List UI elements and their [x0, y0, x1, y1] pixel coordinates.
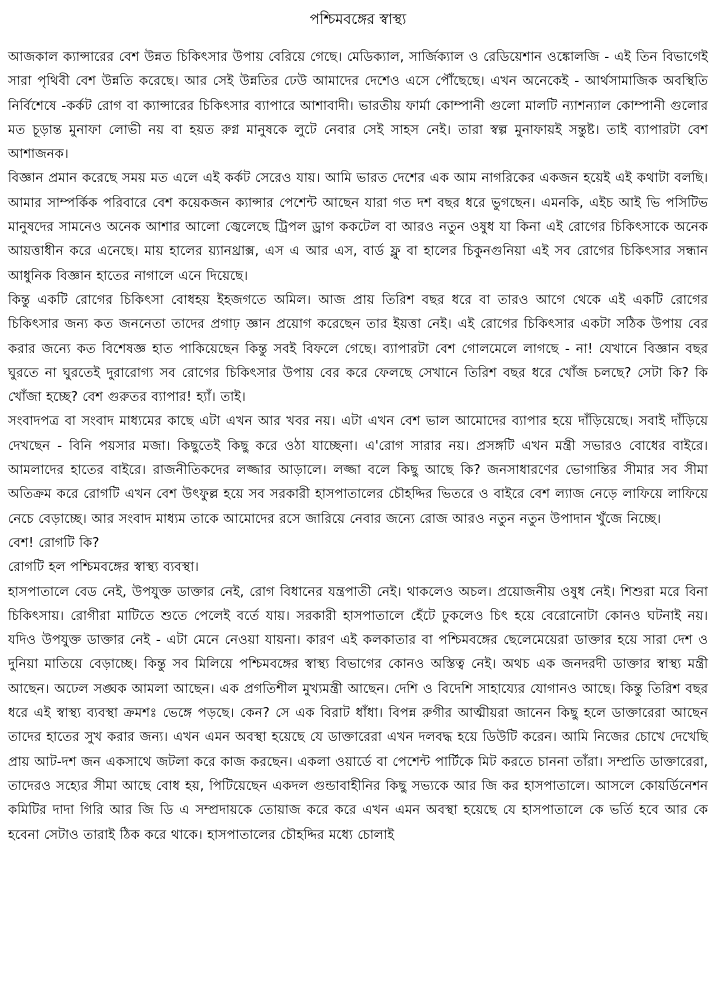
paragraph: হাসপাতালে বেড নেই, উপযুক্ত ডাক্তার নেই, রোগ বিধানের যন্ত্রপাতী নেই। থাকলেও অচল। প্রয়োজনীয় ওষুধ নেই। শিশুরা মরে বিনা চিকিৎসায়। রোগীরা মাটিতে শুতে পেলেই বর্তে যায়। সরকারী হাসপাতালে হেঁটে ঢুকলেও চিৎ হয়ে বেরোনোটা কোনও ঘটনাই নয়। যদিও উপযুক্ত ডাক্তার নেই - এটা মেনে নেওয়া যায়না। কারণ এই কলকাতার বা পশ্চিমবঙ্গের ছেলেমেয়েরা ডাক্তার হয়ে সারা দেশ ও দুনিয়া মাতিয়ে বেড়াচ্ছে। কিন্তু সব মিলিয়ে পশ্চিমবঙ্গের স্বাস্থ্য বিভাগের কোনও অস্তিত্ব নেই। অথচ এক জনদরদী ডাক্তার স্বাস্থ্য মন্ত্রী আছেন। অঢেল সঙ্ঘক আমলা আছেন। এক প্রগতিশীল মুখ্যমন্ত্রী আছেন। দেশি ও বিদেশি সাহায্যের যোগানও আছে। কিন্তু তিরিশ বছর ধরে এই স্বাস্থ্য ব্যবস্থা ক্রমশঃ ভেঙ্গে পড়ছে। কেন? সে এক বিরাট ধাঁধা। বিপন্ন রুগীর আত্মীয়রা জানেন কিছু হলে ডাক্তারেরা আছেন তাদের হাতের সুখ করার জন্য। এখন এমন অবস্থা হয়েছে যে ডাক্তারেরা এখন দলবদ্ধ হয়ে ডিউটি করেন। আমি নিজের চোখে দেখেছি প্রায় আট-দশ জন একসাথে জটলা করে কাজ করছেন। একলা ওয়ার্ডে বা পেশেন্ট পার্টিকে মিট করতে চাননা তাঁরা। সম্প্রতি ডাক্তারেরা, তাদেরও সহ্যের সীমা আছে বোধ হয়, পিটিয়েছেন একদল গুন্ডাবাহীনির কিছু সভ্যকে আর জি কর হাসপাতালে। আসলে কোয়র্ডিনেশন কমিটির দাদা গিরি আর জি ডি এ সম্প্রদায়কে তোয়াজ করে করে এখন এমন অবস্থা হয়েছে যে হাসপাতালে কে ভর্তি হবে আর কে হবেনা সেটাও তারাই ঠিক করে থাকে। হাসপাতালের চৌহদ্দির মধ্যে চোলাই: [8, 584, 708, 843]
paragraph: বিজ্ঞান প্রমান করেছে সময় মত এলে এই কর্কট সেরেও যায়। আমি ভারত দেশের এক আম নাগরিকের একজন হয়েই এই কথাটা বলছি। আমার সাম্পর্কিক পরিবারে বেশ কয়েকজন ক্যান্সার পেশেন্ট আছেন যারা গত দশ বছর ধরে ভুগছেন। এমনকি, এইচ আই ভি পসিটিভ মানুষদের সামনেও অনেক আশার আলো জ্বেলেছে ট্রিপল ড্রাগ ককটেল বা আরও নতুন ওষুধ যা কিনা এই রোগের চিকিৎসাকে অনেক আয়ত্তাধীন করে এনেছে। মায় হালের য়্যানথ্রাক্স, এস এ আর এস, বার্ড ফ্লু বা হালের চিকুনগুনিয়া এই সব রোগের চিকিৎসার সন্ধান আধুনিক বিজ্ঞান হাতের নাগালে এনে দিয়েছে।: [8, 171, 708, 284]
page-title: পশ্চিমবঙ্গের স্বাস্থ্য: [309, 12, 407, 28]
paragraph: সংবাদপত্র বা সংবাদ মাধ্যমের কাছে এটা এখন আর খবর নয়। এটা এখন বেশ ভাল আমোদের ব্যাপার হয়ে দাঁড়িয়েছে। সবাই দাঁড়িয়ে দেখছেন - বিনি পয়সার মজা। কিছুতেই কিছু করে ওঠা যাচ্ছেনা। এ'রোগ সারার নয়। প্রসঙ্গটি এখন মন্ত্রী সভারও বোধের বাইরে। আমলাদের হাতের বাইরে। রাজনীতিকদের লজ্জার আড়ালে। লজ্জা বলে কিছু আছে কি? জনসাধারণের ভোগান্তির সীমার সব সীমা অতিক্রম করে রোগটি এখন বেশ উৎফুল্ল হয়ে সব সরকারী হাসপাতালের চৌহদ্দির ভিতরে ও বাইরে বেশ ল্যাজ নেড়ে লাফিয়ে লাফিয়ে নেচে বেড়াচ্ছে। আর সংবাদ মাধ্যম তাকে আমোদের রসে জারিয়ে নেবার জন্যে রোজ আরও নতুন নতুন উপাদান খুঁজে নিচ্ছে।: [8, 414, 708, 527]
paragraph: কিন্তু একটি রোগের চিকিৎসা বোধহয় ইহজগতে অমিল। আজ প্রায় তিরিশ বছর ধরে বা তারও আগে থেকে এই একটি রোগের চিকিৎসার জন্য কত জননেতা তাদের প্রগাঢ় জ্ঞান প্রয়োগ করেছেন তার ইয়ত্তা নেই। এই রোগের চিকিৎসার একটা সঠিক উপায় বের করার জন্যে কত বিশেষজ্ঞ হাত পাকিয়েছেন কিন্তু সবই বিফলে গেছে। ব্যাপারটা বেশ গোলমেলে লাগছে - না! যেখানে বিজ্ঞান বছর ঘুরতে না ঘুরতেই দুরারোগ্য সব রোগের চিকিৎসার উপায় বের করে ফেলছে সেখানে তিরিশ বছর ধরে খোঁজ চলছে? সেটা কি? কি খোঁজা হচ্ছে? বেশ গুরুতর ব্যাপার! হ্যাঁ। তাই।: [8, 292, 708, 406]
paragraph: আজকাল ক্যান্সারের বেশ উন্নত চিকিৎসার উপায় বেরিয়ে গেছে। মেডিক্যাল, সার্জিক্যাল ও রেডিয়েশান ওঙ্কোলজি - এই তিন বিভাগেই সারা পৃথিবী বেশ উন্নতি করেছে। আর সেই উন্নতির ঢেউ আমাদের দেশেও এসে পৌঁছেছে। এখন অনেকেই - আর্থসামাজিক অবস্থিতি নির্বিশেষে -কর্কট রোগ বা ক্যান্সারের চিকিৎসার ব্যাপারে আশাবাদী। ভারতীয় ফার্মা কোম্পানী গুলো মালটি ন্যাশন্যাল কোম্পানী গুলোর মত চূড়ান্ত মুনাফা লোভী নয় বা হয়ত রুগ্ন মানুষকে লুটে নেবার সেই সাহস নেই। তারা স্বল্প মুনাফায়ই সন্তুষ্ট। তাই ব্যাপারটা বেশ আশাজনক।: [8, 50, 708, 163]
paragraph: বেশ! রোগটি কি?: [8, 535, 100, 551]
paragraph: রোগটি হল পশ্চিমবঙ্গের স্বাস্থ্য ব্যবস্থা।: [8, 560, 199, 576]
